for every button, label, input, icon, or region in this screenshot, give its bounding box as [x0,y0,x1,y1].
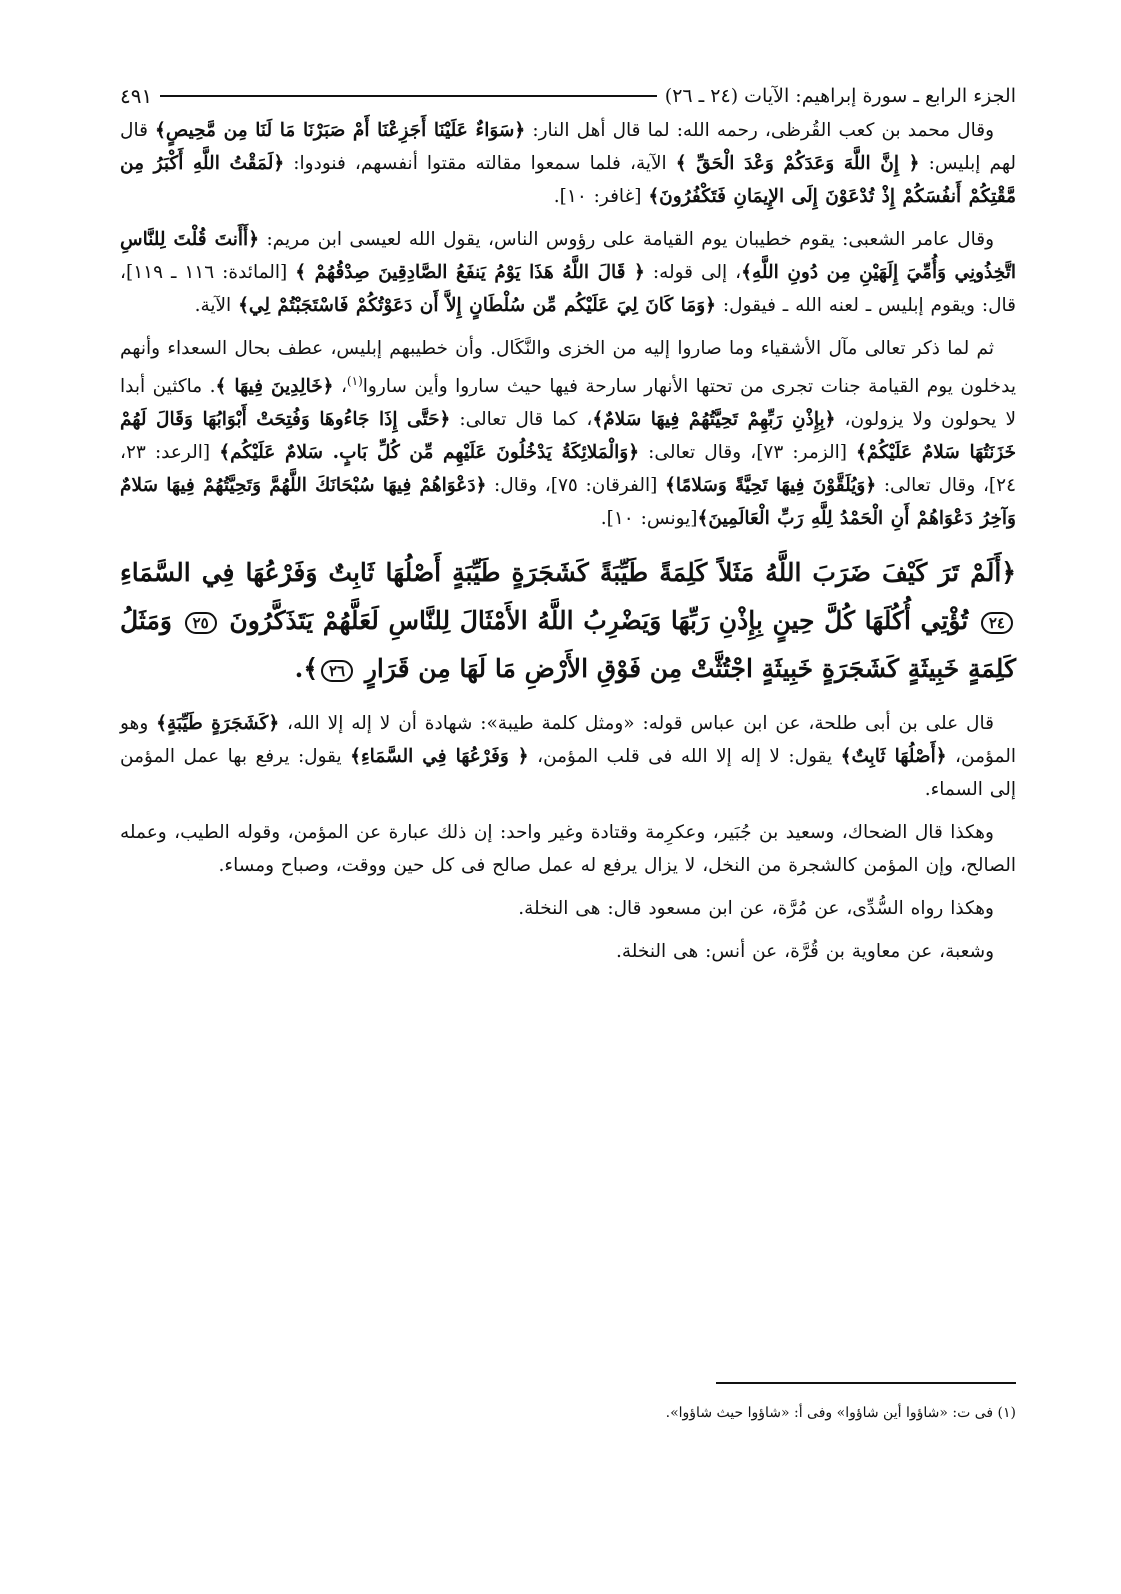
verse-text: ﴿أَلَمْ تَرَ كَيْفَ ضَرَبَ اللَّهُ مَثَلاً كَلِمَةً طَيِّبَةً كَشَجَرَةٍ طَيِّبَةٍ أَصْلُهَا ثَابِتٌ وَفَرْعُهَا فِي السَّمَاءِ [120,558,1016,588]
paragraph-3 [120,332,1016,535]
paragraph-6: وهكذا رواه السُّدِّى، عن مُرَّة، عن ابن مسعود قال: هى النخلة. [518,898,994,920]
ayah-number-marker: ٢٥ [185,612,217,634]
quran-verse-block [120,549,1016,693]
verse-text: تُؤْتِي أُكُلَهَا كُلَّ حِينٍ بِإِذْنِ رَبِّهَا وَيَضْرِبُ اللَّهُ الأَمْثَالَ لِلنَّاسِ لَعَلَّهُمْ يَتَذَكَّرُونَ [219,606,978,636]
paragraph-5: وهكذا قال الضحاك، وسعيد بن جُبَير، وعكرِمة وقتادة وغير واحد: إن ذلك عبارة عن المؤمن، وقوله الطيب، وعمله الصالح، وإن المؤمن كالشجرة من النخل، لا يزال يرفع له عمل صالح فى كل حين ووقت، وصباح ومساء. [120,822,1016,877]
text-span: ، إلى قوله: [644,262,742,283]
quran-quote: ﴿حَتَّى إِذَا جَاءُوهَا وَفُتِحَتْ أَبْوَابُهَا وَقَالَ لَهُمْ خَزَنَتُهَا سَلامٌ عَلَيْكُمْ﴾ [120,409,1016,464]
footnote: (١) فى ت: «شاؤوا أين شاؤوا» وفى أ: «شاؤوا حيث شاؤوا». [665,1405,1016,1421]
surah-reference: [غافر: ١٠]. [553,186,649,207]
header-rule [160,95,657,97]
surah-reference: [الرعد: ٢٣، ٢٤]، وقال تعالى: [120,442,1017,497]
footnote-ref: (١) [346,374,363,388]
text-span: يقول: لا إله إلا الله فى قلب المؤمن، [528,746,841,768]
text-span: الآية، فلما سمعوا مقالته مقتوا أنفسهم، فنودوا: [284,153,676,174]
surah-reference: [الزمر: ٧٣]، وقال تعالى: [639,442,857,464]
quran-quote: ﴿دَعْوَاهُمْ فِيهَا سُبْحَانَكَ اللَّهُمَّ وَتَحِيَّتُهُمْ فِيهَا سَلامٌ وَآخِرُ دَعْوَاهُمْ أَنِ الْحَمْدُ لِلَّهِ رَبِّ الْعَالَمِينَ﴾ [120,475,1016,530]
quran-quote: ﴿كَشَجَرَةٍ طَيِّبَةٍ﴾ [156,713,280,735]
text-span: ، [333,376,347,398]
surah-reference: [يونس: ١٠]. [600,508,698,530]
quran-quote: ﴿بِإِذْنِ رَبِّهِمْ تَحِيَّتُهُمْ فِيهَا سَلامٌ﴾ [592,409,836,431]
paragraph-4 [120,707,1016,806]
text-span: الآية. [194,295,239,316]
text-span: وقال عامر الشعبى: يقوم خطيبان يوم القيامة على رؤوس الناس، يقول الله لعيسى ابن مريم: [259,229,995,250]
quran-quote: ﴿وَمَا كَانَ لِيَ عَلَيْكُم مِّن سُلْطَانٍ إِلاَّ أَن دَعَوْتُكُمْ فَاسْتَجَبْتُمْ لِي﴾ [238,295,717,316]
text-span: قال لهم إبليس: [120,120,1016,174]
quran-quote: ﴿ قَالَ اللَّهُ هَذَا يَوْمُ يَنفَعُ الصَّادِقِينَ صِدْقُهُمْ ﴾ [295,262,645,283]
text-span: ثم لما ذكر تعالى مآل الأشقياء وما صاروا إليه من الخزى والنَّكَال. وأن خطيبهم إبليس، عطف بحال السعداء وأنهم يدخلون يوم القيامة جنات تجرى من تحتها الأنهار سارحة فيها حيث ساروا وأين ساروا [120,338,1016,398]
verse-text: وَمَثَلُ كَلِمَةٍ خَبِيثَةٍ كَشَجَرَةٍ خَبِيثَةٍ اجْتُثَّتْ مِن فَوْقِ الأَرْضِ مَا لَهَا مِن قَرَارٍ [120,606,1016,684]
quran-quote: ﴿لَمَقْتُ اللَّهِ أَكْبَرُ مِن مَّقْتِكُمْ أَنفُسَكُمْ إِذْ تُدْعَوْنَ إِلَى الإِيمَانِ فَتَكْفُرُونَ﴾ [120,153,1016,207]
page-number: ٤٩١ [120,84,153,108]
surah-reference: [الفرقان: ٧٥]، وقال: [486,475,665,497]
verse-text: ﴾. [294,654,318,684]
quran-quote: ﴿أَصْلُهَا ثَابِتٌ﴾ [840,746,947,768]
footnote-rule [716,1382,1016,1384]
quran-quote: ﴿وَالْمَلائِكَةُ يَدْخُلُونَ عَلَيْهِم مِّن كُلِّ بَابٍ. سَلامٌ عَلَيْكُم﴾ [219,442,640,464]
running-title: الجزء الرابع ـ سورة إبراهيم: الآيات (٢٤ ـ ٢٦) [664,85,1016,107]
paragraph-7: وشعبة، عن معاوية بن قُرَّة، عن أنس: هى النخلة. [615,941,994,963]
quran-quote: ﴿وَيُلَقَّوْنَ فِيهَا تَحِيَّةً وَسَلامًا﴾ [665,475,877,497]
text-span: يقول: يرفع بها عمل المؤمن إلى السماء. [120,746,1016,801]
quran-quote: ﴿خَالِدِينَ فِيهَا ﴾ [215,376,334,398]
page-body [120,78,1016,968]
quran-quote: ﴿سَوَاءٌ عَلَيْنَا أَجَزِعْنَا أَمْ صَبَرْنَا مَا لَنَا مِن مَّحِيصٍ﴾ [155,120,526,141]
paragraph-1 [120,114,1016,213]
quran-quote: ﴿ إِنَّ اللَّهَ وَعَدَكُمْ وَعْدَ الْحَقِّ ﴾ [675,153,920,174]
page-header [120,78,1016,114]
text-span: قال على بن أبى طلحة، عن ابن عباس قوله: «ومثل كلمة طيبة»: شهادة أن لا إله إلا الله، [279,713,994,735]
paragraph-2 [120,223,1016,322]
quran-quote: ﴿ وَفَرْعُهَا فِي السَّمَاءِ﴾ [350,746,529,768]
quran-quote: ﴿أَأَنتَ قُلْتَ لِلنَّاسِ اتَّخِذُونِي وَأُمِّيَ إِلَهَيْنِ مِن دُونِ اللَّهِ﴾ [120,229,1016,283]
ayah-number-marker: ٢٤ [981,612,1013,634]
text-span: وقال محمد بن كعب القُرظى، رحمه الله: لما قال أهل النار: [525,120,995,141]
text-span: [المائدة: ١١٦ ـ ١١٩]، قال: ويقوم إبليس ـ لعنه الله ـ فيقول: [120,262,1016,316]
text-span: وهو المؤمن، [120,713,1017,768]
text-span: ، كما قال تعالى: [450,409,593,431]
text-span: . ماكثين أبدا لا يحولون ولا يزولون، [120,376,1016,431]
ayah-number-marker: ٢٦ [321,660,353,682]
